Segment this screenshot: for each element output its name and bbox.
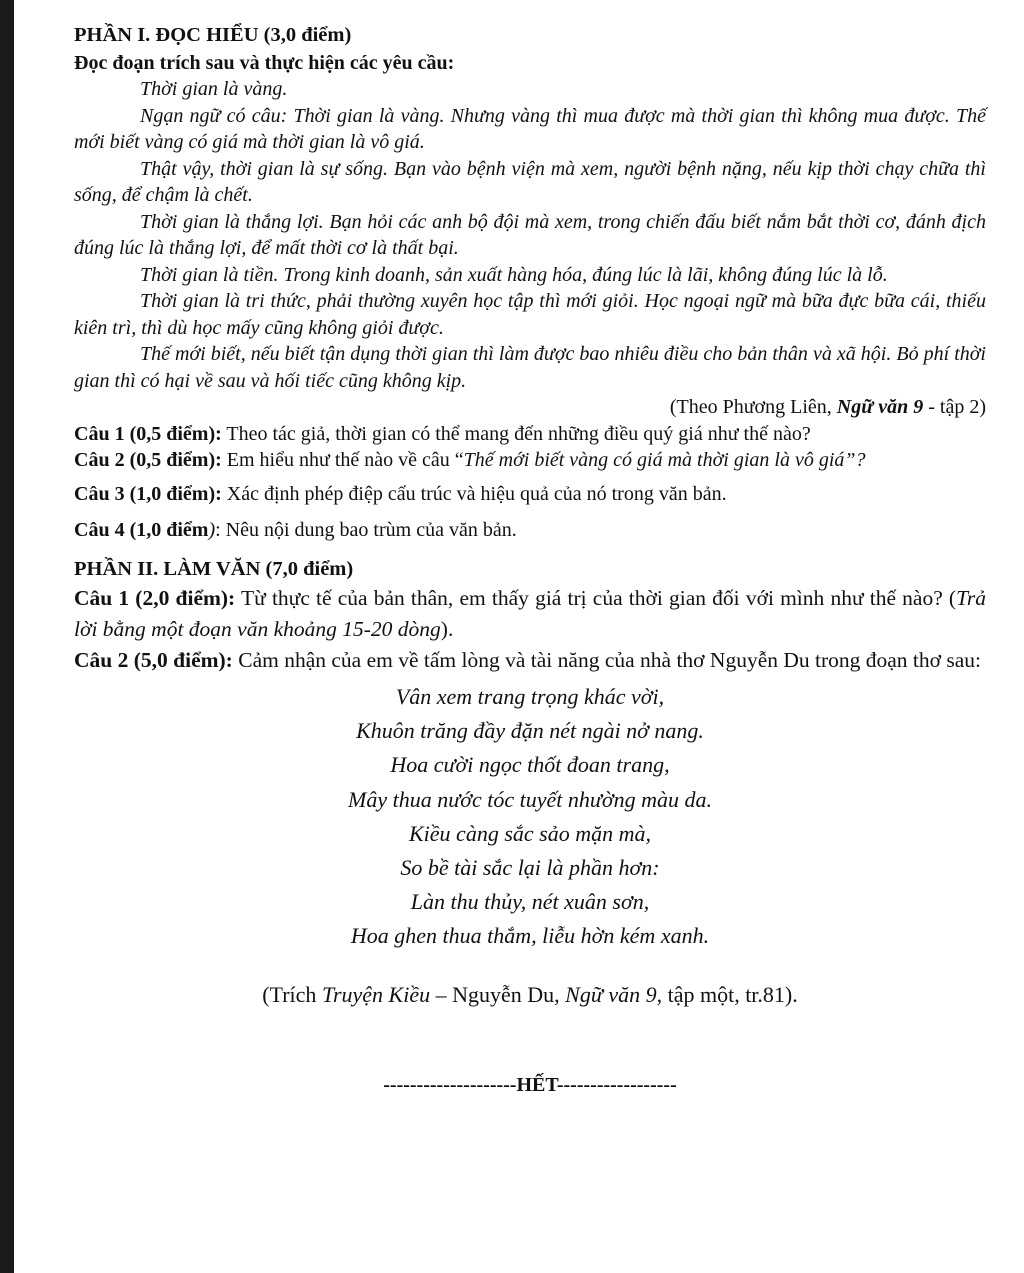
question-1 xyxy=(74,421,986,448)
essay-question-1-italic: Trả lời bằng một đoạn văn khoảng 15-20 dòng xyxy=(74,586,986,641)
citation-mid: – Nguyễn Du, xyxy=(430,981,566,1007)
question-4 xyxy=(74,517,986,544)
question-1-text: Theo tác giả, thời gian có thể mang đến những điều quý giá như thế nào? xyxy=(221,422,811,445)
essay-question-1-end: ). xyxy=(440,617,454,641)
question-3-text: Xác định phép điệp cấu trúc và hiệu quả của nó trong văn bản. xyxy=(221,482,727,505)
poem-line-3: Hoa cười ngọc thốt đoan trang, xyxy=(390,752,670,778)
poem-line-8: Hoa ghen thua thắm, liễu hờn kém xanh. xyxy=(350,923,710,949)
end-mark: --------------------HẾT------------------ xyxy=(383,1074,677,1097)
reading-paragraph-3: Thật vậy, thời gian là sự sống. Bạn vào bệnh viện mà xem, người bệnh nặng, nếu kịp thời chạy chữa thì sống, để chậm là chết. xyxy=(74,157,986,206)
essay-question-2-text: Cảm nhận của em về tấm lòng và tài năng của nhà thơ Nguyễn Du trong đoạn thơ sau: xyxy=(232,648,982,672)
exam-content xyxy=(74,22,986,1099)
essay-question-2-label: Câu 2 (5,0 điểm): xyxy=(74,648,233,672)
essay-question-1-text: Từ thực tế của bản thân, em thấy giá trị của thời gian đối với mình như thế nào? ( xyxy=(235,586,957,610)
question-4-label: Câu 4 (1,0 điểm xyxy=(74,519,209,541)
poem-line-5: Kiều càng sắc sảo mặn mà, xyxy=(409,820,651,846)
reading-source xyxy=(74,394,986,421)
poem-citation xyxy=(74,982,986,1009)
question-2-pre: Em hiểu như thế nào về câu “ xyxy=(221,449,464,471)
poem xyxy=(74,680,986,954)
source-suffix: - tập 2) xyxy=(923,396,986,418)
question-4-text: : Nêu nội dung bao trùm của văn bản. xyxy=(215,519,517,541)
essay-question-1 xyxy=(74,583,986,645)
part2-title: PHẦN II. LÀM VĂN (7,0 điểm) xyxy=(74,557,354,580)
reading-paragraph-5: Thời gian là tiền. Trong kinh doanh, sản xuất hàng hóa, đúng lúc là lãi, không đúng lúc là lỗ. xyxy=(140,263,888,286)
citation-book: Ngữ văn 9, xyxy=(565,981,663,1007)
question-3 xyxy=(74,481,986,508)
reading-paragraph-4: Thời gian là thắng lợi. Bạn hỏi các anh bộ đội mà xem, trong chiến đấu biết nắm bắt thời cơ, đánh địch đúng lúc là thắng lợi, để mất thời cơ là thất bại. xyxy=(74,210,986,259)
poem-line-6: So bề tài sắc lại là phần hơn: xyxy=(400,855,660,881)
exam-page xyxy=(14,0,1024,1273)
reading-paragraph-7: Thế mới biết, nếu biết tận dụng thời gian thì làm được bao nhiêu điều cho bản thân và xã hội. Bỏ phí thời gian thì có hại về sau và hối tiếc cũng không kịp. xyxy=(74,343,986,392)
citation-work: Truyện Kiều xyxy=(321,981,431,1007)
question-2 xyxy=(74,447,986,474)
citation-suffix: tập một, tr.81). xyxy=(662,981,798,1007)
question-2-post: ”? xyxy=(844,449,866,471)
part1-title: PHẦN I. ĐỌC HIỂU (3,0 điểm) xyxy=(74,24,352,46)
poem-line-1: Vân xem trang trọng khác vời, xyxy=(395,684,665,709)
question-2-label: Câu 2 (0,5 điểm): xyxy=(74,449,222,471)
question-4-paren: ) xyxy=(208,519,216,541)
part1-instruction: Đọc đoạn trích sau và thực hiện các yêu cầu: xyxy=(74,51,455,74)
question-3-label: Câu 3 (1,0 điểm): xyxy=(74,482,222,505)
poem-line-4: Mây thua nước tóc tuyết nhường màu da. xyxy=(348,786,712,812)
source-book: Ngữ văn 9 xyxy=(836,396,924,418)
question-1-label: Câu 1 (0,5 điểm): xyxy=(74,422,222,445)
citation-prefix: (Trích xyxy=(262,981,322,1007)
question-2-quote: Thế mới biết vàng có giá mà thời gian là vô giá xyxy=(463,449,845,471)
reading-paragraph-2: Ngạn ngữ có câu: Thời gian là vàng. Nhưng vàng thì mua được mà thời gian thì không mua được. Thế mới biết vàng có giá mà thời gian là vô giá. xyxy=(74,104,986,153)
poem-line-2: Khuôn trăng đầy đặn nét ngài nở nang. xyxy=(356,718,704,744)
source-prefix: (Theo Phương Liên, xyxy=(669,396,837,418)
essay-question-1-label: Câu 1 (2,0 điểm): xyxy=(74,586,236,610)
reading-paragraph-6: Thời gian là tri thức, phải thường xuyên học tập thì mới giỏi. Học ngoại ngữ mà bữa đực bữa cái, thiếu kiên trì, thì dù học mấy cũng không giỏi được. xyxy=(74,290,986,339)
reading-paragraph-1: Thời gian là vàng. xyxy=(140,78,288,100)
essay-question-2 xyxy=(74,645,986,676)
poem-line-7: Làn thu thủy, nét xuân sơn, xyxy=(410,889,650,915)
